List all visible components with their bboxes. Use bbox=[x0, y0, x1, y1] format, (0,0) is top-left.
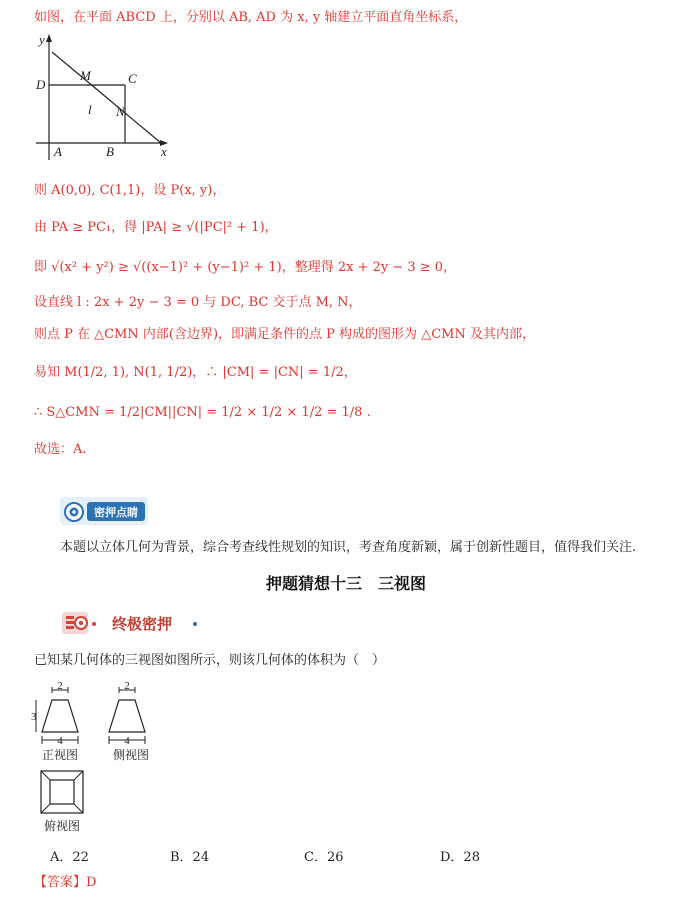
label-B: B bbox=[106, 144, 114, 159]
solution-intro: 如图，在平面 ABCD 上，分别以 AB, AD 为 x, y 轴建立平面直角坐标系， bbox=[34, 10, 468, 25]
final-badge-label: 终极密押 bbox=[111, 615, 173, 633]
question-text: 已知某几何体的三视图如图所示，则该几何体的体积为（ ） bbox=[34, 653, 386, 668]
final-badge bbox=[62, 610, 210, 636]
solution-line-8: 故选：A. bbox=[34, 442, 87, 457]
side-view-label: 侧视图 bbox=[112, 748, 150, 762]
option-a[interactable]: A．22 bbox=[50, 850, 89, 865]
label-A: A bbox=[54, 144, 62, 159]
solution-line-7: ∴ S△CMN = 1/2|CM||CN| = 1/2 × 1/2 × 1/2 = 1/8 . bbox=[34, 405, 371, 420]
coordinate-diagram bbox=[30, 30, 180, 165]
label-N: N bbox=[116, 104, 125, 119]
solution-line-1: 则 A(0,0), C(1,1)，设 P(x, y)， bbox=[34, 183, 226, 198]
option-b[interactable]: B．24 bbox=[170, 850, 210, 865]
option-c[interactable]: C．26 bbox=[304, 850, 344, 865]
answer-bracket: 【答案】 bbox=[34, 875, 87, 890]
solution-line-4: 设直线 l : 2x + 2y − 3 = 0 与 DC, BC 交于点 M, N， bbox=[34, 295, 362, 310]
label-l: l bbox=[88, 102, 92, 117]
label-x: x bbox=[161, 144, 167, 159]
solution-line-5: 则点 P 在 △CMN 内部(含边界)，即满足条件的点 P 构成的图形为 △CMN 及其内部， bbox=[34, 327, 535, 342]
label-M: M bbox=[80, 68, 91, 83]
front-dim-bottom: 4 bbox=[57, 735, 63, 747]
label-D: D bbox=[36, 77, 46, 92]
front-dim-height: 3 bbox=[31, 711, 37, 723]
side-dim-top: 2 bbox=[124, 680, 130, 692]
label-C: C bbox=[128, 71, 137, 86]
tip-badge bbox=[60, 497, 148, 525]
front-view-label: 正视图 bbox=[41, 748, 79, 762]
solution-line-2: 由 PA ≥ PC₁，得 |PA| ≥ √(|PC|² + 1)， bbox=[34, 220, 278, 235]
front-dim-top: 2 bbox=[57, 680, 63, 692]
solution-line-3: 即 √(x² + y²) ≥ √((x−1)² + (y−1)² + 1)，整理得 2x + 2y − 3 ≥ 0， bbox=[34, 260, 457, 275]
three-view-diagram bbox=[28, 680, 188, 840]
side-dim-bottom: 4 bbox=[124, 735, 130, 747]
label-y: y bbox=[39, 32, 45, 47]
solution-line-6: 易知 M(1/2, 1), N(1, 1/2)，∴ |CM| = |CN| = 1/2， bbox=[34, 365, 357, 380]
answer-value: D bbox=[86, 875, 97, 890]
tip-text: 本题以立体几何为背景，综合考查线性规划的知识，考查角度新颖，属于创新性题目，值得我们关注. bbox=[60, 540, 637, 555]
section-title: 押题猜想十三 三视图 bbox=[265, 574, 426, 593]
top-view-label: 俯视图 bbox=[43, 819, 81, 833]
tip-badge-label: 密押点睛 bbox=[94, 506, 138, 519]
answer-line bbox=[34, 874, 96, 892]
option-d[interactable]: D．28 bbox=[440, 850, 480, 865]
